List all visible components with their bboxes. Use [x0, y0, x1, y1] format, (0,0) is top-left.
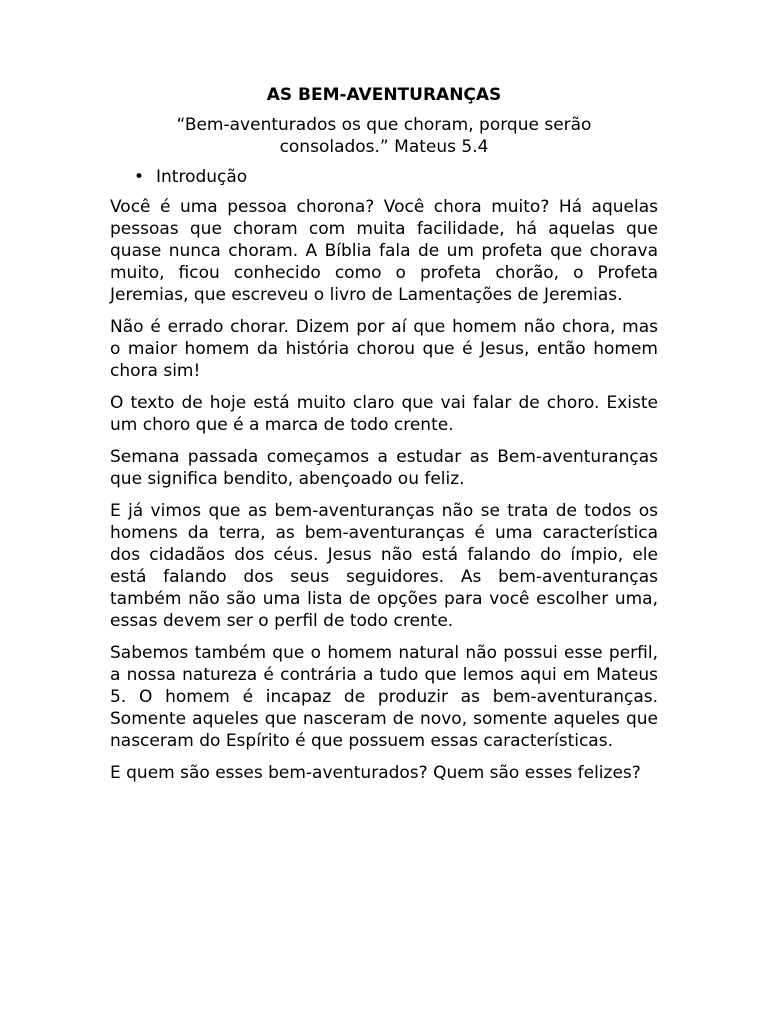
document-title: AS BEM-AVENTURANÇAS — [266, 85, 502, 105]
bullet-list — [110, 166, 658, 188]
paragraph: E já vimos que as bem-aventuranças não se trata de todos os homens da terra, as bem-aventuranças é uma característica dos cidadãos dos céus. Jesus não está falando do ímpio, ele está falando dos seus seguidores. As bem-aventuranças também não são uma lista de opções para você escolher uma, essas devem ser o perfil de todo crente. — [110, 501, 658, 631]
bullet-label: Introdução — [156, 167, 248, 187]
epigraph-quote: “Bem-aventurados os que choram, porque serão consolados.” Mateus 5.4 — [176, 115, 592, 157]
bullet-dot-icon: • — [134, 167, 145, 187]
paragraph: Você é uma pessoa chorona? Você chora muito? Há aquelas pessoas que choram com muita facilidade, há aquelas que quase nunca choram. A Bíblia fala de um profeta que chorava muito, ficou conhecido como o profeta chorão, o Profeta Jeremias, que escreveu o livro de Lamentações de Jeremias. — [110, 197, 658, 305]
paragraph: Não é errado chorar. Dizem por aí que homem não chora, mas o maior homem da história chorou que é Jesus, então homem chora sim! — [110, 317, 658, 381]
paragraph: O texto de hoje está muito claro que vai falar de choro. Existe um choro que é a marca de todo crente. — [110, 393, 658, 435]
paragraph: Semana passada começamos a estudar as Bem-aventuranças que significa bendito, abençoado ou feliz. — [110, 447, 658, 489]
bullet-item-introducao — [110, 166, 658, 188]
paragraph: E quem são esses bem-aventurados? Quem são esses felizes? — [110, 763, 641, 783]
paragraph: Sabemos também que o homem natural não possui esse perfil, a nossa natureza é contrária a tudo que lemos aqui em Mateus 5. O homem é incapaz de produzir as bem-aventuranças. Somente aqueles que nasceram de novo, somente aqueles que nasceram do Espírito é que possuem essas características. — [110, 643, 658, 751]
document-page — [110, 84, 658, 794]
